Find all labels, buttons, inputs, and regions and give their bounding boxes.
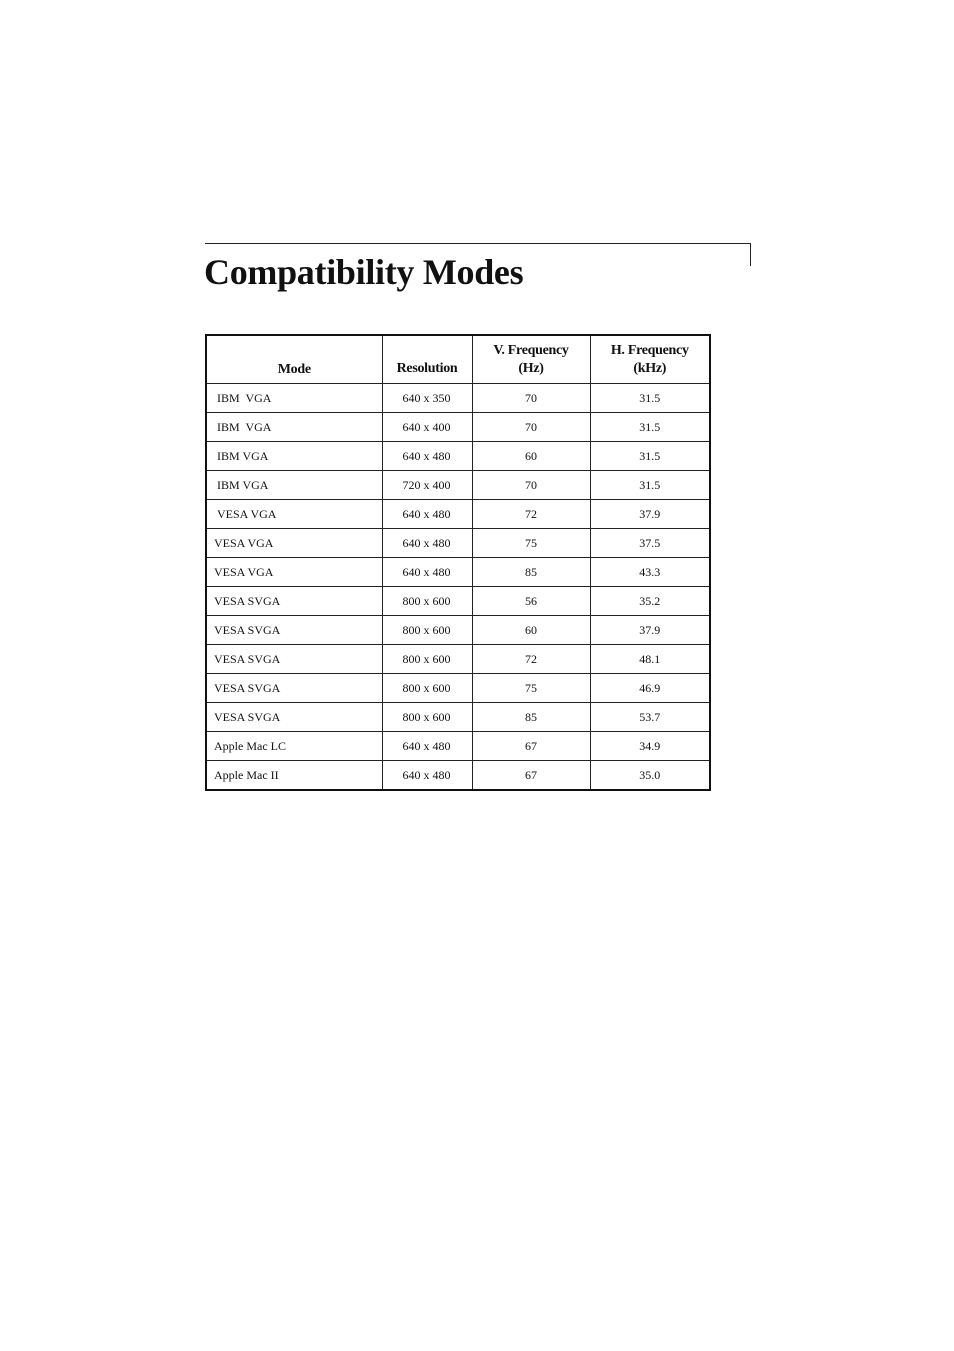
- table-header-row: [206, 335, 710, 384]
- h-frequency-cell: 31.5: [590, 413, 710, 442]
- v-frequency-cell: 75: [472, 674, 590, 703]
- mode-cell: VESA SVGA: [206, 587, 382, 616]
- compatibility-modes-table: [205, 334, 711, 791]
- h-frequency-column-header: [590, 335, 710, 384]
- h-frequency-cell: 34.9: [590, 732, 710, 761]
- v-frequency-cell: 67: [472, 732, 590, 761]
- resolution-cell: 640 x 480: [382, 761, 472, 791]
- v-frequency-cell: 72: [472, 500, 590, 529]
- table-row: [206, 645, 710, 674]
- mode-header-label: Mode: [277, 362, 311, 377]
- table-row: [206, 500, 710, 529]
- h-frequency-cell: 37.5: [590, 529, 710, 558]
- resolution-cell: 640 x 480: [382, 558, 472, 587]
- resolution-cell: 800 x 600: [382, 703, 472, 732]
- h-frequency-cell: 48.1: [590, 645, 710, 674]
- table-row: [206, 732, 710, 761]
- h-frequency-cell: 53.7: [590, 703, 710, 732]
- resolution-cell: 800 x 600: [382, 674, 472, 703]
- resolution-cell: 640 x 350: [382, 384, 472, 413]
- mode-cell: VESA VGA: [206, 558, 382, 587]
- header-rule: [205, 243, 751, 244]
- table-row: [206, 616, 710, 645]
- h-frequency-cell: 31.5: [590, 384, 710, 413]
- h-frequency-cell: 35.0: [590, 761, 710, 791]
- v-frequency-cell: 60: [472, 442, 590, 471]
- h-frequency-cell: 35.2: [590, 587, 710, 616]
- resolution-cell: 640 x 480: [382, 500, 472, 529]
- table-row: [206, 529, 710, 558]
- resolution-cell: 800 x 600: [382, 587, 472, 616]
- mode-cell: IBM VGA: [206, 384, 382, 413]
- table-row: [206, 587, 710, 616]
- table-row: [206, 442, 710, 471]
- mode-cell: IBM VGA: [206, 442, 382, 471]
- mode-cell: VESA VGA: [206, 529, 382, 558]
- h-frequency-header-line1: H. Frequency: [610, 342, 689, 358]
- table-row: [206, 471, 710, 500]
- h-frequency-cell: 46.9: [590, 674, 710, 703]
- mode-cell: VESA VGA: [206, 500, 382, 529]
- v-frequency-header-line1: V. Frequency: [493, 342, 569, 358]
- v-frequency-header-line2: (Hz): [518, 360, 544, 376]
- v-frequency-cell: 70: [472, 471, 590, 500]
- h-frequency-header-line2: (kHz): [633, 360, 667, 376]
- resolution-cell: 800 x 600: [382, 616, 472, 645]
- h-frequency-cell: 37.9: [590, 616, 710, 645]
- v-frequency-cell: 60: [472, 616, 590, 645]
- table-row: [206, 384, 710, 413]
- v-frequency-column-header: [472, 335, 590, 384]
- v-frequency-cell: 85: [472, 558, 590, 587]
- table-row: [206, 413, 710, 442]
- page-title: Compatibility Modes: [204, 252, 524, 292]
- resolution-cell: 720 x 400: [382, 471, 472, 500]
- v-frequency-cell: 85: [472, 703, 590, 732]
- resolution-cell: 640 x 400: [382, 413, 472, 442]
- v-frequency-cell: 67: [472, 761, 590, 791]
- v-frequency-cell: 70: [472, 413, 590, 442]
- v-frequency-cell: 75: [472, 529, 590, 558]
- mode-cell: IBM VGA: [206, 471, 382, 500]
- v-frequency-cell: 72: [472, 645, 590, 674]
- resolution-cell: 640 x 480: [382, 529, 472, 558]
- resolution-header-label: Resolution: [396, 361, 458, 376]
- h-frequency-cell: 31.5: [590, 471, 710, 500]
- h-frequency-cell: 31.5: [590, 442, 710, 471]
- resolution-cell: 800 x 600: [382, 645, 472, 674]
- mode-cell: VESA SVGA: [206, 703, 382, 732]
- table-row: [206, 761, 710, 791]
- mode-cell: IBM VGA: [206, 413, 382, 442]
- h-frequency-cell: 37.9: [590, 500, 710, 529]
- v-frequency-cell: 70: [472, 384, 590, 413]
- header-rule-tick: [750, 243, 751, 266]
- mode-cell: VESA SVGA: [206, 674, 382, 703]
- v-frequency-cell: 56: [472, 587, 590, 616]
- mode-column-header: [206, 335, 382, 384]
- resolution-column-header: [382, 335, 472, 384]
- mode-cell: Apple Mac II: [206, 761, 382, 791]
- table-row: [206, 674, 710, 703]
- table-row: [206, 703, 710, 732]
- resolution-cell: 640 x 480: [382, 442, 472, 471]
- h-frequency-cell: 43.3: [590, 558, 710, 587]
- mode-cell: Apple Mac LC: [206, 732, 382, 761]
- resolution-cell: 640 x 480: [382, 732, 472, 761]
- table-row: [206, 558, 710, 587]
- mode-cell: VESA SVGA: [206, 616, 382, 645]
- mode-cell: VESA SVGA: [206, 645, 382, 674]
